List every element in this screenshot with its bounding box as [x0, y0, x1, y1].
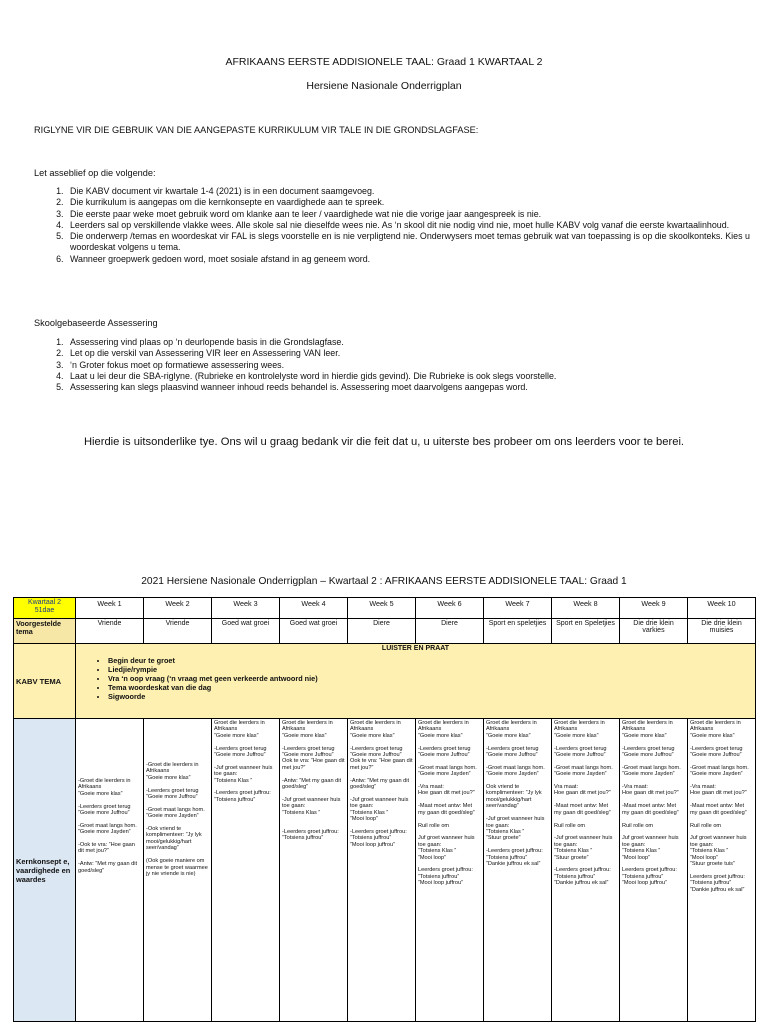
week-header: Week 1 [76, 598, 144, 619]
theme-cell: Goed wat groei [212, 619, 280, 644]
theme-cell: Diere [348, 619, 416, 644]
theme-cell: Vriende [144, 619, 212, 644]
week-header-row [14, 598, 756, 619]
theme-cell: Vriende [76, 619, 144, 644]
assessment-list [34, 337, 756, 393]
kabv-item: • Sigwoorde [108, 692, 753, 701]
document-subtitle: Hersiene Nasionale Onderrigplan [306, 80, 462, 92]
theme-row [14, 619, 756, 644]
note-item: 2. Die kurrikulum is aangepas om die kernkonsepte en vaardighede aan te spreek. [66, 197, 756, 208]
thanks-message: Hierdie is uitsonderlike tye. Ons wil u graag bedank vir die feit dat u, u uiterste bes probeer om ons leerders voor te berei. [83, 436, 685, 448]
kabv-list [78, 656, 753, 701]
week-content-text: -Groet die leerders in Afrikaans “Goeie more klas” -Leerders groet terug “Goeie more Juffrou” -Groet maat langs hom. “Goeie more Jayden” -Ook te vra: “Hoe gaan dit met jou?” -Antw: “Met my gaan dit goed/sleg” [78, 778, 138, 874]
note-item: 5. Die onderwerp /temas en woordeskat vir FAL is slegs voorstelle en is nie verpligtend nie. Onderwysers moet temas gebruik wat van toepassing is op die skoolkonteks. Kies u woordeskat volgens u tema. [66, 231, 756, 254]
week-header: Week 8 [552, 598, 620, 619]
notes-list [34, 186, 756, 265]
kabv-row [14, 644, 756, 719]
week-content-cell [688, 719, 756, 1022]
week-content-text: Groet die leerders in Afrikaans “Goeie more klas” -Leerders groet terug “Goeie more Juffrou” -Groet maat langs hom. “Goeie more Jayden” -Vra maat: Hoe gaan dit met jou?” -Maat moet antw: Met my gaan dit goed/sleg” Ruil rolle om Juf groet wanneer huis toe gaan: “Totsiens Klas ” “Mooi loop” Leerders groet juffrou: “Totsiens juffrou” “Mooi loop juffrou” [418, 720, 477, 887]
week-content-text: Groet die leerders in Afrikaans “Goeie more klas” -Leerders groet terug “Goeie more Juffrou” -Groet maat langs hom. “Goeie more Jayden” Vra maat: Hoe gaan dit met jou?” -Maat moet antw: Met my gaan dit goed/sleg” Ruil rolle om -Juf groet wanneer huis toe gaan: “Totsiens Klas ” “Stuur groete” -Leerders groet juffrou: “Totsiens juffrou” “Dankie juffrou ek sal” [554, 720, 613, 887]
week-content-text: Groet die leerders in Afrikaans “Goeie more klas” -Leerders groet terug “Goeie more Juffrou” -Juf groet wanneer huis toe gaan: “Totsiens Klas ” -Leerders groet juffrou: “Totsiens juffrou” [214, 720, 273, 803]
week-header: Week 6 [416, 598, 484, 619]
theme-cell: Goed wat groei [280, 619, 348, 644]
document-title: AFRIKAANS EERSTE ADDISIONELE TAAL: Graad 1 KWARTAAL 2 [225, 56, 543, 68]
week-header: Week 2 [144, 598, 212, 619]
note-item: 1. Die KABV document vir kwartale 1-4 (2021) is in een document saamgevoeg. [66, 186, 756, 197]
assessment-item: 5. Assessering kan slegs plaasvind wanneer inhoud reeds behandel is. Assessering moet daarvolgens aangepas word. [66, 382, 756, 393]
table-title: 2021 Hersiene Nasionale Onderrigplan – Kwartaal 2 : AFRIKAANS EERSTE ADDISIONELE TAAL: Graad 1 [141, 576, 627, 587]
assessment-heading: Skoolgebaseerde Assessering [34, 318, 158, 328]
kabv-item: • Tema woordeskat van die dag [108, 683, 753, 692]
term-label: Kwartaal 2 [27, 599, 62, 606]
assessment-item: 3. ‘n Groter fokus moet op formatiewe assessering wees. [66, 360, 756, 371]
theme-cell: Diere [416, 619, 484, 644]
kabv-item: • Liedjie/rympie [108, 665, 753, 674]
kabv-item: • Begin deur te groet [108, 656, 753, 665]
kabv-content [76, 644, 756, 719]
core-concepts-label: Kernkonsept e, vaardighede en waardes [14, 719, 76, 1022]
week-content-text: Groet die leerders in Afrikaans “Goeie more klas” -Leerders groet terug “Goeie more Juffrou” -Groet maat langs hom. “Goeie more Jayden” Ook vriend te komplimenteer: “Jy lyk mooi/gelukkig/hart seer/vandag” -Juf groet wanneer huis toe gaan: “Totsiens Klas ” “Stuur groete” -Leerders groet juffrou: “Totsiens juffrou” “Dankie juffrou ek sal” [486, 720, 545, 867]
week-content-text: -Groet die leerders in Afrikaans “Goeie more klas” -Leerders groet terug “Goeie more Juffrou” -Groet maat langs hom. “Goeie more Jayden” -Ook vriend te komplimenteer: “Jy lyk mooi/gelukkig/hart seer/vandag” (Ook goeie maniere om mense te groet waarmee jy nie vriende is nie) [146, 762, 208, 877]
term-days: 51dae [34, 607, 55, 614]
assessment-item: 2. Let op die verskil van Assessering VIR leer en Assessering VAN leer. [66, 348, 756, 359]
week-content-cell [552, 719, 620, 1022]
assessment-item: 4. Laat u lei deur die SBA-riglyne. (Rubrieke en kontrolelyste word in hierdie gids gevind). Die Rubrieke is ook slegs voorstelle. [66, 371, 756, 382]
note-item: 4. Leerders sal op verskillende vlakke wees. Alle skole sal nie dieselfde wees nie. As ‘n skool dit nie nodig vind nie, moet hulle KABV volg vanaf die eerste kwartaalinhoud. [66, 220, 756, 231]
note-item: 6. Wanneer groepwerk gedoen word, moet sosiale afstand in ag geneem word. [66, 254, 756, 265]
week-content-cell [484, 719, 552, 1022]
kabv-item: • Vra ‘n oop vraag (‘n vraag met geen verkeerde antwoord nie) [108, 674, 753, 683]
week-content-cell [620, 719, 688, 1022]
week-content-cell [76, 719, 144, 1022]
week-content-cell [280, 719, 348, 1022]
teaching-plan-table [13, 597, 756, 1022]
week-header: Week 10 [688, 598, 756, 619]
theme-cell: Sport en Speletjies [552, 619, 620, 644]
week-content-text: Groet die leerders in Afrikaans “Goeie more klas” -Leerders groet terug “Goeie more Juffrou” Ook te vra: “Hoe gaan dit met jou?” -Antw: “Met my gaan dit goed/sleg” -Juf groet wanneer huis toe gaan: “Totsiens Klas ” “Mooi loop” -Leerders groet juffrou: “Totsiens juffrou” “Mooi loop juffrou” [350, 720, 413, 848]
week-content-text: Groet die leerders in Afrikaans “Goeie more klas” -Leerders groet terug “Goeie more Juffrou” -Groet maat langs hom. “Goeie more Jayden” -Vra maat: Hoe gaan dit met jou?” -Maat moet antw: Met my gaan dit goed/sleg” Ruil rolle om Juf groet wanneer huis toe gaan: “Totsiens Klas ” “Mooi loop” “Stuur groete tuis” Leerders groet juffrou: “Totsiens juffrou” “Dankie juffrou ek sal” [690, 720, 749, 893]
assessment-item: 1. Assessering vind plaas op ‘n deurlopende basis in die Grondslagfase. [66, 337, 756, 348]
note-item: 3. Die eerste paar weke moet gebruik word om klanke aan te leer / vaardighede wat nie die vorige jaar aangespreek is nie. [66, 209, 756, 220]
week-content-text: Groet die leerders in Afrikaans “Goeie more klas” -Leerders groet terug “Goeie more Juffrou” Ook te vra: “Hoe gaan dit met jou?” -Antw: “Met my gaan dit goed/sleg” -Juf groet wanneer huis toe gaan: “Totsiens Klas ” -Leerders groet juffrou: “Totsiens juffrou” [282, 720, 345, 842]
please-note-heading: Let asseblief op die volgende: [34, 168, 156, 178]
week-content-cell [144, 719, 212, 1022]
week-content-cell [416, 719, 484, 1022]
week-header: Week 4 [280, 598, 348, 619]
week-content-cell [348, 719, 416, 1022]
week-header: Week 9 [620, 598, 688, 619]
theme-cell: Die drie klein muisies [688, 619, 756, 644]
core-concepts-row [14, 719, 756, 1022]
kabv-row-label: KABV TEMA [14, 644, 76, 719]
kabv-heading: LUISTER EN PRAAT [381, 645, 450, 652]
week-header: Week 7 [484, 598, 552, 619]
theme-row-label: Voorgestelde tema [14, 619, 76, 644]
week-content-cell [212, 719, 280, 1022]
guidelines-heading: RIGLYNE VIR DIE GEBRUIK VAN DIE AANGEPASTE KURRIKULUM VIR TALE IN DIE GRONDSLAGFASE: [34, 125, 479, 135]
week-content-text: Groet die leerders in Afrikaans “Goeie more klas” -Leerders groet terug “Goeie more Juffrou” -Groet maat langs hom. “Goeie more Jayden” -Vra maat: Hoe gaan dit met jou?” -Maat moet antw: Met my gaan dit goed/sleg” Ruil rolle om Juf groet wanneer huis toe gaan: “Totsiens Klas ” “Mooi loop” Leerders groet juffrou: “Totsiens juffrou” “Mooi loop juffrou” [622, 720, 681, 887]
week-header: Week 5 [348, 598, 416, 619]
theme-cell: Sport en speletjies [484, 619, 552, 644]
term-cell [14, 598, 76, 619]
week-header: Week 3 [212, 598, 280, 619]
theme-cell: Die drie klein varkies [620, 619, 688, 644]
